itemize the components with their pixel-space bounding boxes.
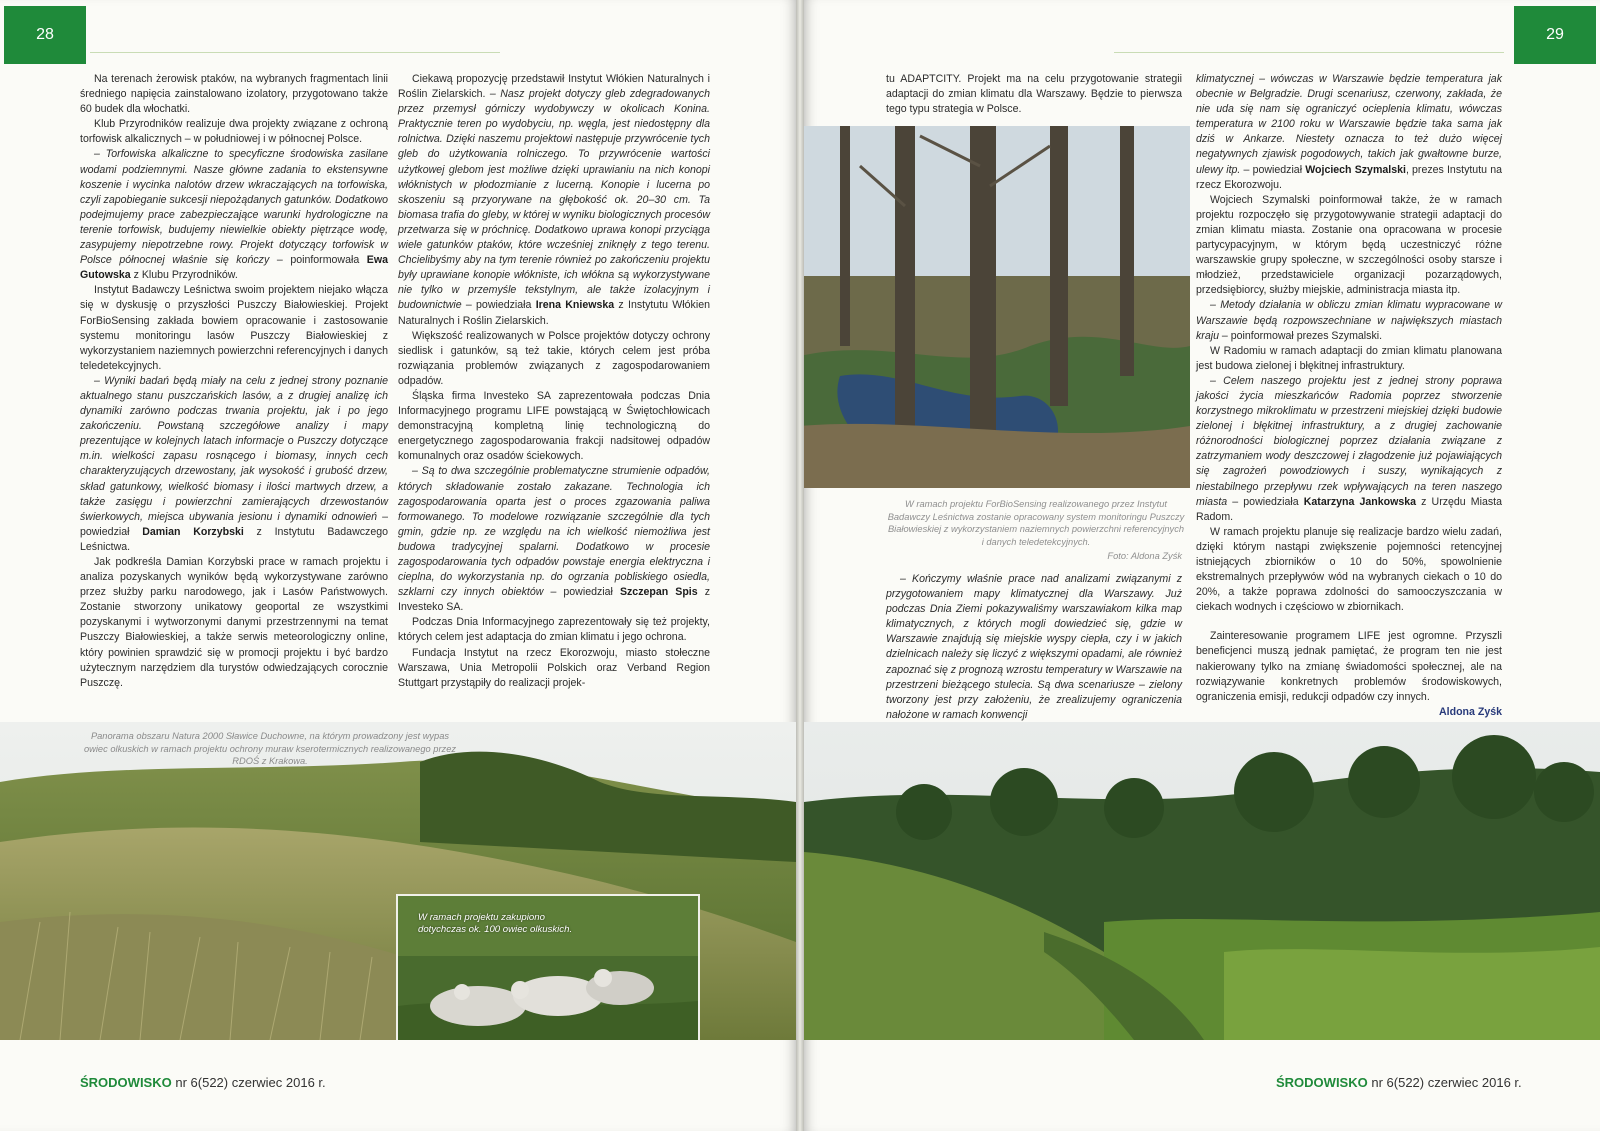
footer-right: [1276, 1075, 1522, 1090]
panorama-photo-right: [804, 722, 1600, 1040]
paragraph: Większość realizowanych w Polsce projektów dotyczy ochrony siedlisk i gatunków, są też takie, których celem jest próba rozwiązania problemów związanych z zagospodarowaniem odpadów.: [398, 329, 710, 387]
column-2: [398, 72, 710, 691]
paragraph: Fundacja Instytut na rzecz Ekorozwoju, miasto stołeczne Warszawa, Unia Metropolii Polskich oraz Verband Region Stuttgart przystąpiły do realizacji projek-: [398, 646, 710, 689]
paragraph: Podczas Dnia Informacyjnego zaprezentowały się też projekty, których celem jest adaptacja do zmian klimatu i jego ochrona.: [398, 616, 710, 644]
paragraph: Na terenach żerowisk ptaków, na wybranych fragmentach linii średniego napięcia zainstalowano izolatory, przygotowano także 60 budek dla włochatki.: [80, 73, 388, 116]
paragraph: – Torfowiska alkaliczne to specyficzne środowiska zasilane wodami podziemnymi. Nasze główne zadania to ekstensywne koszenie i wycinka nalotów drzew wkraczających na torfowiska, czyli zapobieganie sukcesji niepożądanych gatunków. Dodatkowo podejmujemy prace zabezpieczające warunki hydrologiczne na terenie torfowisk, budujemy niewielkie obiekty piętrzące wodę, zasypujemy niepotrzebne rowy. Projekt dotyczący torfowisk w Polsce północnej właśnie się kończy – poinformowała Ewa Gutowska z Klubu Przyrodników.: [80, 148, 388, 282]
column-1: [80, 72, 388, 691]
page-number-right: 29: [1514, 6, 1596, 64]
panorama-photo-left: [0, 722, 796, 1040]
footer-brand: ŚRODOWISKO: [1276, 1075, 1368, 1090]
binding-gutter: [796, 0, 804, 1131]
paragraph: Jak podkreśla Damian Korzybski prace w ramach projektu i analiza pozyskanych wyników będą wykorzystywane zarówno przez służby parku narodowego, jak i Lasów Państwowych. Zostanie stworzony unikatowy geoportal ze wszystkimi pozyskanymi i wytworzonymi danymi przestrzennymi na temat Puszczy Białowieskiej, a także serwis meteorologiczny online, który powinien sprawdzić się w promocji projektu i być bardzo użytecznym narzędziem dla turystów odwiedzających corocznie Puszczę.: [80, 556, 388, 689]
paragraph: – Celem naszego projektu jest z jednej strony poprawa jakości życia mieszkańców Radomia poprzez stworzenie korzystnego mikroklimatu w przestrzeni miejskiej dzięki budowie zielonej i błękitnej infrastruktury, a z drugiej zachowanie różnorodności biologicznej poprzez działania związane z zatrzymaniem wody deszczowej i złagodzenie już pojawiających się zagrożeń powodziowych i suszy, wynikających z niestabilnego przepływu rzek wpływających na teren naszego miasta – powiedziała Katarzyna Jankowska z Urzędu Miasta Radom.: [1196, 374, 1502, 523]
column-3-continued: [886, 572, 1182, 723]
paragraph: Zainteresowanie programem LIFE jest ogromne. Przyszli beneficjenci muszą jednak pamiętać, że program ten nie jest nakierowany tylko na zmianę świadomości społecznej, ale na rozwiązywanie konkretnych problemów środowiskowych, ograniczenia emisji, redukcji odpadów czy innych.: [1196, 630, 1502, 703]
footer-brand: ŚRODOWISKO: [80, 1075, 172, 1090]
forest-photo: [804, 126, 1190, 488]
panorama-caption: Panorama obszaru Natura 2000 Sławice Duchowne, na którym prowadzony jest wypas owiec olkuskich w ramach projektu ochrony muraw kserotermicznych realizowanego przez RDOŚ z Krakowa.: [83, 731, 457, 767]
paragraph: – Wyniki badań będą miały na celu z jednej strony poznanie aktualnego stanu puszczańskich lasów, a z drugiej analizę ich dynamiki zarówno podczas trwania projektu, jak i po jego zakończeniu. Powstaną szczegółowe analizy i mapy prezentujące w kolejnych latach informacje o Puszczy dotyczące m.in. wielkości zapasu rosnącego i biomasy, innych cech charakteryzujących drzewostany, jak wysokość i grubość drzew, skład gatunkowy, wielkość biomasy i ilości martwych drzew, a także zasięgu i powierzchni zamierających drzewostanów świerkowych, miejsca ubywania jesionu i dynamiki odnowień – powiedział Damian Korzybski z Instytutu Badawczego Leśnictwa.: [80, 374, 388, 553]
paragraph: – Metody działania w obliczu zmian klimatu wypracowane w Warszawie będą rozpowszechniane w największych miastach kraju – poinformował prezes Szymalski.: [1196, 299, 1502, 342]
paragraph: Ciekawą propozycję przedstawił Instytut Włókien Naturalnych i Roślin Zielarskich. – Nasz projekt dotyczy gleb zdegradowanych przez przemysł górniczy wydobywczy w okolicach Konina. Praktycznie teren po wydobyciu, np. węgla, jest niedostępny dla rolnictwa. Dzięki naszemu projektowi następuje przywrócenie tych gleb do użytkowania rolniczego. To przywrócenie wartości użytkowej glebom jest możliwe dzięki uprawianiu na nich konopi włóknistych w płodozmianie z lucerną. Konopie i lucerna po skoszeniu są przyorywane na głębokość ok. 20–30 cm. Ta biomasa trafia do gleby, w której w wyniku biologicznych procesów przetwarza się w próchnicę. Dodatkowo uprawa konopi przyciąga wiele gatunków ptaków, które wcześniej zniknęły z tego terenu. Chcielibyśmy aby na tym terenie również po zakończeniu projektu były uprawiane konopie włókniste, ich włókna są wykorzystywane nie tylko w przemyśle tekstylnym, ale także izolacyjnym i budownictwie – powiedziała Irena Kniewska z Instytutu Włókien Naturalnych i Roślin Zielarskich.: [398, 73, 710, 327]
forest-caption: W ramach projektu ForBioSensing realizowanego przez Instytut Badawczy Leśnictwa zostanie opracowany system monitoringu Puszczy Białowieskiej z wykorzystaniem naziemnych powierzchni referencyjnych i danych teledetekcyjnych.: [887, 499, 1185, 547]
page-left: [0, 0, 796, 1131]
footer-left: [80, 1075, 326, 1090]
sheep-caption: W ramach projektu zakupiono dotychczas ok. 100 owiec olkuskich.: [418, 912, 573, 935]
paragraph: Wojciech Szymalski poinformował także, że w ramach projektu rozpoczęło się przygotowywanie strategii adaptacji do zmian klimatu miasta. Zostanie ona opracowana w procesie partycypacyjnym, w którym będą uczestniczyć różne warszawskie grupy społeczne, w szczególności osoby starsze i młodzież, przedstawiciele organizacji pozarządowych, przedsiębiorcy, służby miejskie, administracja miasta itp.: [1196, 193, 1502, 297]
header-rule: [90, 52, 500, 53]
landscape-illustration: [804, 722, 1600, 1040]
paragraph: Klub Przyrodników realizuje dwa projekty związane z ochroną torfowisk alkalicznych – w południowej i w północnej Polsce.: [80, 118, 388, 146]
page-number-left: 28: [4, 6, 86, 64]
column-3: [886, 72, 1182, 117]
paragraph: – Są to dwa szczególnie problematyczne strumienie odpadów, których składowanie zostało zakazane. Technologia ich zagospodarowania oparta jest o proces zgazowania paliwa formowanego. To modelowe rozwiązanie szczególnie dla tych gmin, gdzie np. ze względu na ich wielkość niemożliwa jest budowa tradycyjnej spalarni. Dodatkowo w procesie zagospodarowania tych odpadów powstaje energia elektryczna i cieplna, do wykorzystania np. do ogrzania pobliskiego osiedla, szklarni czy innych obiektów – powiedział Szczepan Spis z Investeko SA.: [398, 465, 710, 614]
author-signature: Aldona Zyśk: [1439, 705, 1502, 718]
column-4: [1196, 72, 1502, 720]
paragraph: Śląska firma Investeko SA zaprezentowała podczas Dnia Informacyjnego programu LIFE powstającą w Świętochłowicach demonstracyjną kompletną linię technologiczną do energetycznego zagospodarowania frakcji nadsitowej odpadów komunalnych oraz osadów ściekowych.: [398, 389, 710, 463]
forest-photo-credit: Foto: Aldona Zyśk: [1107, 551, 1182, 561]
paragraph: – Kończymy właśnie prace nad analizami związanymi z przygotowaniem mapy klimatycznej dla Warszawy. Już podczas Dnia Ziemi pokazywaliśmy warszawiakom kilka map klimatycznych, z których mogli dowiedzieć się, gdzie w Warszawie znajdują się miejskie wyspy ciepła, czy i w jakich dzielnicach należy się liczyć z większymi opadami, ale również zapoznać się z prognozą wzrostu temperatury w Warszawie na przestrzeni bieżącego stulecia. Są dwa scenariusze – zielony tworzony jest przy założeniu, że zrealizujemy ograniczenia nałożone w ramach konwencji: [886, 573, 1182, 721]
paragraph: W ramach projektu planuje się realizacje bardzo wielu zadań, dzięki którym nastąpi zwiększenie pojemności retencyjnej istniejących zbiorników o 10 do 50%, spowolnienie ekstremalnych przepływów wód na wybranych ciekach o 10 do 20%, a także poprawa zdolności do samooczyszczania w ciekach wodnych i częściowo w zbiornikach.: [1196, 525, 1502, 614]
forest-illustration: [804, 126, 1190, 488]
paragraph: W Radomiu w ramach adaptacji do zmian klimatu planowana jest budowa zielonej i błękitnej infrastruktury.: [1196, 344, 1502, 372]
footer-issue: nr 6(522) czerwiec 2016 r.: [175, 1075, 326, 1090]
paragraph: Instytut Badawczy Leśnictwa swoim projektem niejako włącza się w dyskusję o przyszłości Puszczy Białowieskiej. Projekt ForBioSensing zakłada bowiem opracowanie i zastosowanie systemu monitoringu lasów Puszczy Białowieskiej z wykorzystaniem naziemnych powierzchni referencyjnych i danych teledetekcyjnych.: [80, 284, 388, 372]
header-rule: [1114, 52, 1504, 53]
page-right: [804, 0, 1600, 1131]
footer-issue: nr 6(522) czerwiec 2016 r.: [1371, 1075, 1522, 1090]
sheep-photo: [396, 894, 700, 1040]
paragraph: tu ADAPTCITY. Projekt ma na celu przygotowanie strategii adaptacji do zmian klimatu dla Warszawy. Będzie to pierwsza tego typu strategia w Polsce.: [886, 73, 1182, 116]
paragraph: klimatycznej – wówczas w Warszawie będzie temperatura jak obecnie w Belgradzie. Drugi scenariusz, czerwony, zakłada, że nie uda się nam się ograniczyć ocieplenia klimatu, wówczas temperatura w 2100 roku w Warszawie będzie taka sama jak dziś w Ankarze. Niestety oznacza to też dużo więcej negatywnych zjawisk pogodowych, takich jak gwałtowne burze, ulewy itp. – powiedział Wojciech Szymalski, prezes Instytutu na rzecz Ekorozwoju.: [1196, 73, 1502, 191]
